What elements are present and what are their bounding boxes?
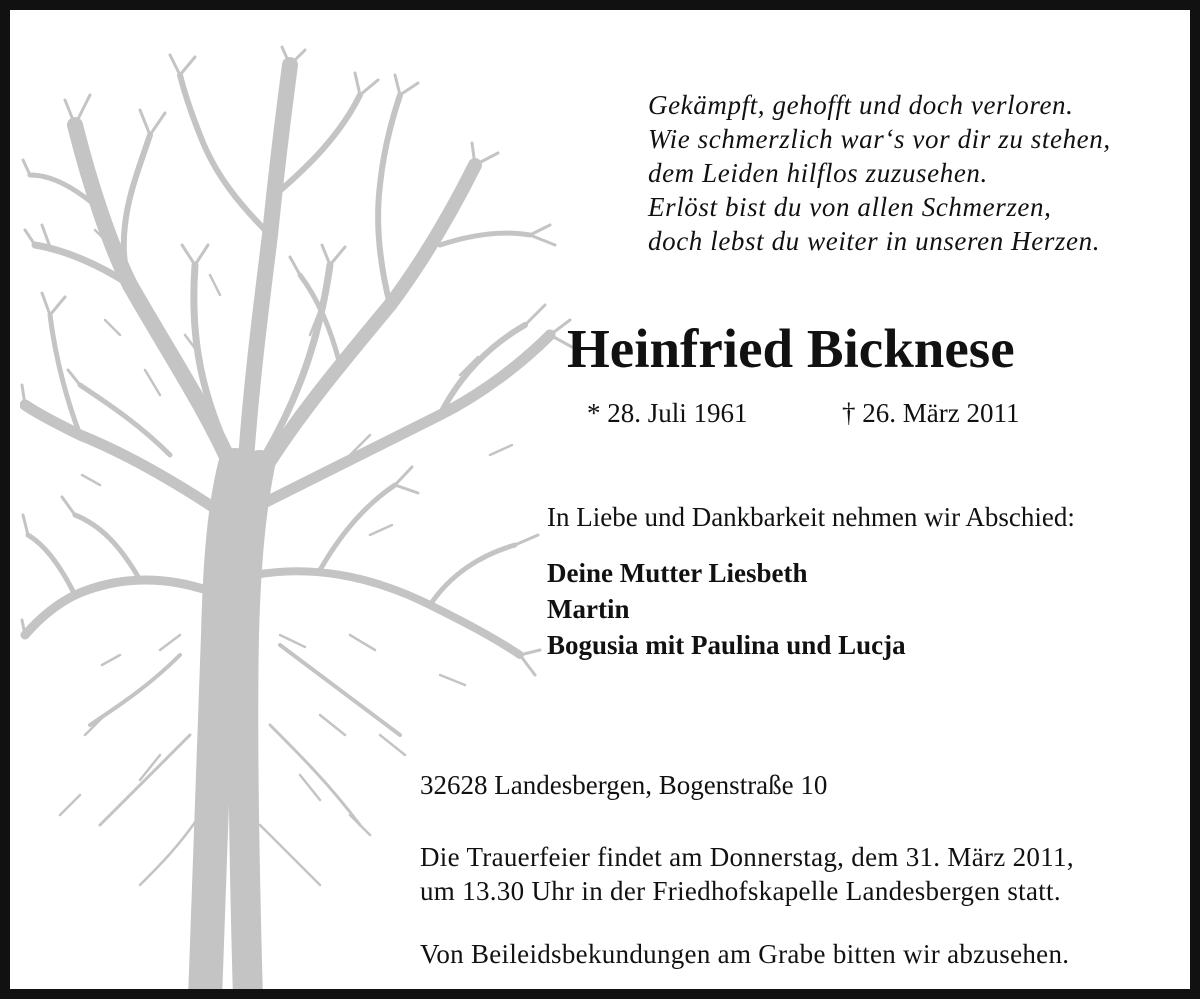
condolence-note: Von Beileidsbekundungen am Grabe bitten wir abzusehen.	[420, 939, 1070, 969]
deceased-name: Heinfried Bicknese	[567, 318, 1015, 379]
funeral-line: um 13.30 Uhr in der Friedhofskapelle Landesbergen statt.	[420, 876, 1061, 906]
death-date: † 26. März 2011	[842, 398, 1020, 428]
mourner-name: Bogusia mit Paulina und Lucja	[547, 630, 906, 660]
mourner-name: Deine Mutter Liesbeth	[547, 558, 808, 588]
farewell-intro: In Liebe und Dankbarkeit nehmen wir Abschied:	[547, 502, 1075, 532]
poem-line: Wie schmerzlich war‘s vor dir zu stehen,	[648, 124, 1111, 154]
birth-date: * 28. Juli 1961	[587, 398, 748, 428]
poem-line: Erlöst bist du von allen Schmerzen,	[648, 192, 1052, 222]
family-address: 32628 Landesbergen, Bogenstraße 10	[420, 770, 828, 800]
poem-line: Gekämpft, gehofft und doch verloren.	[648, 90, 1074, 120]
mourners-list	[547, 555, 906, 663]
memorial-poem	[648, 88, 1188, 258]
poem-line: doch lebst du weiter in unseren Herzen.	[648, 226, 1101, 256]
funeral-details	[420, 840, 1074, 908]
poem-line: dem Leiden hilflos zuzusehen.	[648, 158, 988, 188]
mourner-name: Martin	[547, 594, 630, 624]
funeral-line: Die Trauerfeier findet am Donnerstag, dem 31. März 2011,	[420, 842, 1074, 872]
